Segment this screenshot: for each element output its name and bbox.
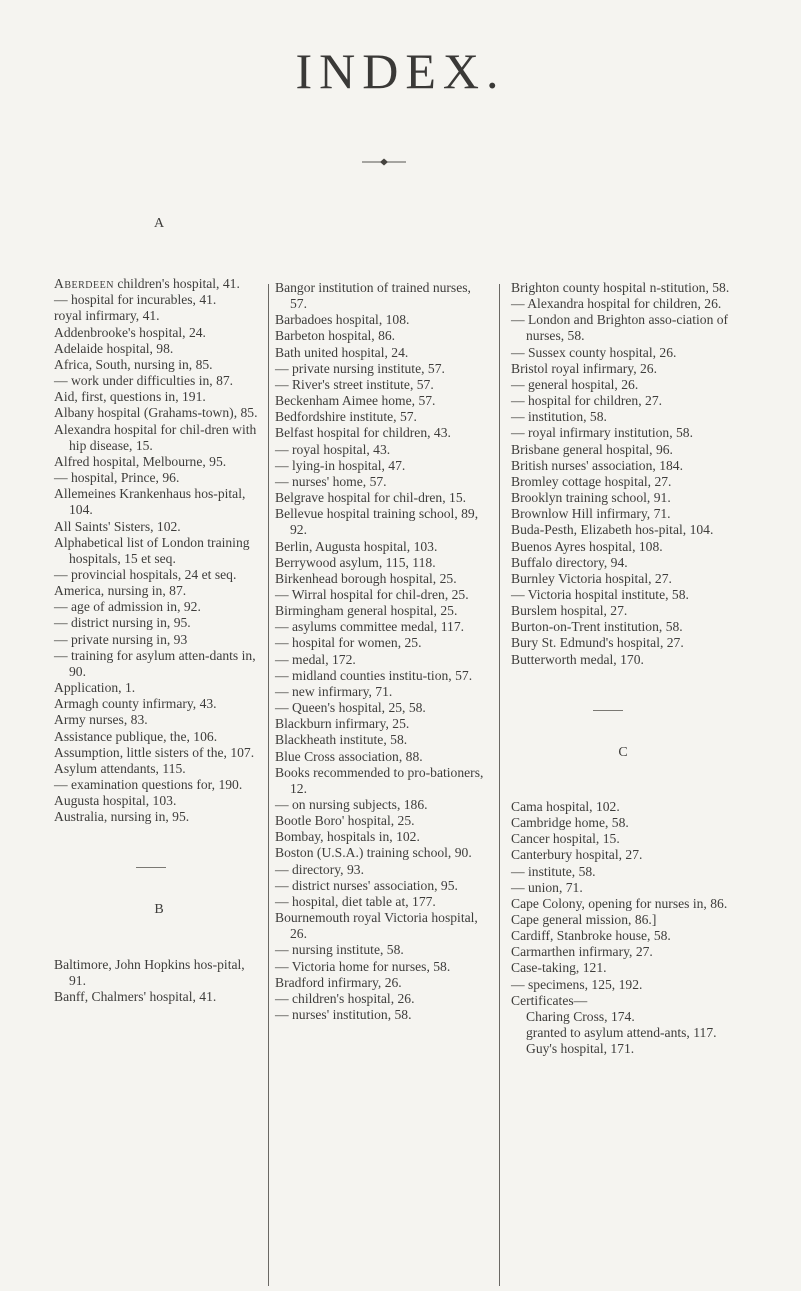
index-entry — [511, 539, 735, 555]
entry-text: — Queen's hospital, 25, 58. — [275, 700, 426, 716]
entry-text: Assumption, little sisters of the, 107. — [54, 744, 255, 760]
index-entry — [275, 571, 488, 587]
entry-text: Augusta hospital, 103. — [54, 793, 177, 809]
entry-text: — private nursing in, 93 — [54, 631, 188, 647]
entry-text: — Victoria hospital institute, 58. — [511, 586, 689, 602]
entry-text: Cancer hospital, 15. — [511, 831, 620, 847]
entry-text: — nurses' institution, 58. — [275, 1007, 412, 1023]
index-entry — [275, 910, 488, 942]
index-entry — [275, 635, 488, 651]
index-entry — [54, 486, 264, 518]
index-entry — [54, 745, 264, 761]
index-entry — [511, 928, 735, 944]
index-entry — [275, 539, 488, 555]
entry-text: Blue Cross association, 88. — [275, 748, 423, 764]
entry-text: Allemeines Krankenhaus hos-pital, 104. — [54, 486, 246, 518]
index-entry — [275, 749, 488, 765]
entry-text: Banff, Chalmers' hospital, 41. — [54, 988, 217, 1004]
entry-text: — nurses' home, 57. — [275, 473, 387, 489]
index-entry — [275, 409, 488, 425]
entry-text: Birkenhead borough hospital, 25. — [275, 570, 457, 586]
index-entry — [511, 442, 735, 458]
entry-text: — medal, 172. — [275, 651, 356, 667]
entry-text: — London and Brighton asso-ciation of nurses, 58. — [511, 312, 729, 344]
entry-text: — provincial hospitals, 24 et seq. — [54, 566, 237, 582]
entry-text: Cape general mission, 86.] — [511, 912, 657, 927]
entry-text: Brisbane general hospital, 96. — [511, 441, 673, 457]
entry-text: Aid, first, questions in, 191. — [54, 389, 206, 405]
index-entry — [54, 389, 264, 405]
index-entry — [511, 490, 735, 506]
index-entry — [275, 894, 488, 910]
index-entry — [275, 312, 488, 328]
entry-text: Guy's hospital, 171. — [526, 1041, 635, 1057]
entry-text: — institute, 58. — [511, 863, 596, 879]
entry-text: Bellevue hospital training school, 89, 92. — [275, 506, 479, 538]
entry-text: — children's hospital, 26. — [275, 990, 415, 1006]
index-entry — [275, 684, 488, 700]
index-entry — [54, 341, 264, 357]
index-entry — [275, 813, 488, 829]
index-entry — [511, 912, 735, 928]
index-entry — [54, 454, 264, 470]
entry-text: Berrywood asylum, 115, 118. — [275, 554, 436, 570]
index-entry — [54, 535, 264, 567]
entry-text: Alfred hospital, Melbourne, 95. — [54, 453, 227, 469]
index-entry — [54, 680, 264, 696]
index-entry — [54, 519, 264, 535]
entry-text: — private nursing institute, 57. — [275, 360, 445, 376]
entry-text: Buda-Pesth, Elizabeth hos-pital, 104. — [511, 522, 714, 538]
entry-text: Application, 1. — [54, 680, 136, 696]
index-entry — [275, 732, 488, 748]
page-title: INDEX. — [295, 43, 506, 99]
entry-text: Alexandra hospital for chil-dren with hip disease, 15. — [54, 421, 257, 453]
index-entry — [511, 587, 735, 603]
entry-text: — lying-in hospital, 47. — [275, 457, 406, 473]
index-entry — [275, 345, 488, 361]
entry-text: — examination questions for, 190. — [54, 777, 243, 792]
entry-text: Blackheath institute, 58. — [275, 732, 408, 748]
index-entry — [275, 377, 488, 393]
entry-text: Alphabetical list of London training hospitals, 15 et seq. — [54, 534, 250, 566]
index-entry — [54, 615, 264, 631]
index-entry — [275, 975, 488, 991]
index-entry — [275, 619, 488, 635]
index-entry — [54, 470, 264, 486]
index-entry — [275, 425, 488, 441]
section-letter: A — [153, 216, 165, 231]
index-entry — [54, 793, 264, 809]
entry-text: Brownlow Hill infirmary, 71. — [511, 506, 671, 522]
entry-text: Australia, nursing in, 95. — [54, 809, 190, 825]
entry-text: Buffalo directory, 94. — [511, 554, 628, 570]
index-entry — [275, 797, 488, 813]
entry-text: Bournemouth royal Victoria hospital, 26. — [275, 910, 478, 942]
entry-text: — royal infirmary institution, 58. — [511, 425, 693, 441]
index-entry — [275, 1007, 488, 1023]
entry-text: — hospital, Prince, 96. — [54, 470, 180, 486]
entry-text: Asylum attendants, 115. — [54, 760, 186, 776]
entry-text: — midland counties institu-tion, 57. — [275, 667, 473, 683]
index-subentry — [511, 1009, 735, 1025]
index-entry — [511, 993, 735, 1009]
entry-text: — royal hospital, 43. — [275, 441, 391, 457]
index-entry — [275, 361, 488, 377]
index-entry — [511, 312, 735, 344]
index-entry — [511, 361, 735, 377]
entry-text: — general hospital, 26. — [511, 376, 639, 392]
index-entry — [511, 409, 735, 425]
index-entry — [54, 696, 264, 712]
index-entry — [275, 700, 488, 716]
index-entry — [275, 393, 488, 409]
section-letter: C — [618, 744, 628, 760]
index-entry — [275, 845, 488, 861]
entry-text: — directory, 93. — [275, 861, 364, 877]
entry-text: — hospital for incurables, 41. — [54, 292, 217, 308]
index-entry — [275, 603, 488, 619]
entry-text: — age of admission in, 92. — [54, 599, 201, 615]
entry-text: — Victoria home for nurses, 58. — [275, 958, 451, 974]
index-entry — [54, 777, 264, 793]
entry-text: Bombay, hospitals in, 102. — [275, 829, 420, 845]
index-entry — [275, 490, 488, 506]
entry-text: Belgrave hospital for chil-dren, 15. — [275, 490, 467, 506]
index-entry — [275, 555, 488, 571]
index-subentry — [511, 1025, 735, 1041]
entry-text: Barbadoes hospital, 108. — [275, 312, 410, 328]
entry-text: Army nurses, 83. — [54, 712, 148, 728]
title-ornament — [362, 157, 406, 167]
index-entry — [511, 864, 735, 880]
index-entry — [54, 325, 264, 341]
index-entry — [54, 989, 264, 1005]
index-entry — [54, 648, 264, 680]
index-entry — [54, 422, 264, 454]
index-entry — [54, 567, 264, 583]
index-subentry — [511, 1041, 735, 1057]
index-entry — [54, 373, 264, 389]
entry-text: — institution, 58. — [511, 409, 607, 425]
entry-text: Bradford infirmary, 26. — [275, 974, 402, 990]
index-entry — [275, 765, 488, 797]
index-entry — [275, 442, 488, 458]
section-divider — [136, 867, 166, 868]
index-entry — [511, 522, 735, 538]
entry-text: Bromley cottage hospital, 27. — [511, 473, 672, 489]
index-entry — [54, 308, 264, 324]
index-entry — [275, 652, 488, 668]
entry-text: Burnley Victoria hospital, 27. — [511, 570, 672, 586]
index-entry — [54, 729, 264, 745]
index-entry — [275, 959, 488, 975]
index-entry — [275, 878, 488, 894]
entry-text: Canterbury hospital, 27. — [511, 847, 643, 863]
index-entry — [54, 957, 264, 989]
index-entry — [511, 603, 735, 619]
entry-text: royal infirmary, 41. — [54, 308, 160, 324]
entry-text: — hospital, diet table at, 177. — [275, 893, 436, 909]
index-entry — [511, 474, 735, 490]
section-letter: B — [154, 902, 164, 918]
index-entry — [54, 276, 264, 292]
index-entry — [54, 599, 264, 615]
entry-text: Cape Colony, opening for nurses in, 86. — [511, 895, 728, 911]
index-entry — [275, 862, 488, 878]
index-entry — [511, 944, 735, 960]
entry-text: — hospital for women, 25. — [275, 635, 422, 651]
index-entry — [275, 991, 488, 1007]
section-divider — [593, 710, 623, 711]
entry-text: Bootle Boro' hospital, 25. — [275, 813, 415, 829]
index-entry — [54, 632, 264, 648]
entry-text: Butterworth medal, 170. — [511, 651, 644, 667]
entry-text: Blackburn infirmary, 25. — [275, 716, 410, 732]
entry-text: Beckenham Aimee home, 57. — [275, 393, 436, 409]
index-entry — [511, 815, 735, 831]
index-entry — [511, 635, 735, 651]
index-entry — [54, 761, 264, 777]
entry-text: British nurses' association, 184. — [511, 457, 683, 473]
index-entry — [275, 942, 488, 958]
entry-text: granted to asylum attend-ants, 117. — [526, 1025, 717, 1041]
entry-text: Albany hospital (Grahams-town), 85. — [54, 405, 258, 421]
entry-text: Burslem hospital, 27. — [511, 603, 628, 619]
index-entry — [54, 405, 264, 421]
index-entry — [275, 716, 488, 732]
index-entry — [511, 296, 735, 312]
entry-text: Baltimore, John Hopkins hos-pital, 91. — [54, 956, 245, 988]
entry-text: Bury St. Edmund's hospital, 27. — [511, 635, 684, 651]
index-entry — [511, 280, 735, 296]
entry-text: Certificates— — [511, 992, 588, 1008]
entry-text: Cardiff, Stanbroke house, 58. — [511, 928, 671, 944]
entry-text: — Alexandra hospital for children, 26. — [511, 296, 722, 312]
entry-text: Berlin, Augusta hospital, 103. — [275, 538, 438, 554]
entry-text: — district nursing in, 95. — [54, 615, 191, 631]
entry-text: — new infirmary, 71. — [275, 683, 393, 699]
entry-text: Addenbrooke's hospital, 24. — [54, 324, 206, 340]
entry-text: Bedfordshire institute, 57. — [275, 409, 417, 425]
entry-text: — asylums committee medal, 117. — [275, 619, 465, 635]
entry-text: children's hospital, 41. — [113, 276, 240, 292]
entry-text: Bristol royal infirmary, 26. — [511, 360, 657, 376]
index-entry — [511, 977, 735, 993]
index-column-1 — [54, 216, 264, 1005]
entry-text: Books recommended to pro-bationers, 12. — [275, 764, 484, 796]
entry-lead-word: Aberdeen — [54, 276, 114, 292]
entry-text: Burton-on-Trent institution, 58. — [511, 619, 683, 635]
index-entry — [511, 393, 735, 409]
index-entry — [54, 292, 264, 308]
index-entry — [511, 652, 735, 668]
index-entry — [511, 831, 735, 847]
index-entry — [275, 458, 488, 474]
entry-text: Brighton county hospital n-stitution, 58. — [511, 280, 730, 295]
index-entry — [54, 583, 264, 599]
index-entry — [511, 619, 735, 635]
entry-text: Case-taking, 121. — [511, 960, 607, 976]
entry-text: — on nursing subjects, 186. — [275, 797, 428, 812]
index-entry — [54, 357, 264, 373]
entry-text: Assistance publique, the, 106. — [54, 728, 218, 744]
column-rule — [268, 284, 269, 1286]
entry-text: Buenos Ayres hospital, 108. — [511, 538, 663, 554]
index-entry — [511, 458, 735, 474]
index-entry — [54, 712, 264, 728]
entry-text: Bangor institution of trained nurses, 57. — [275, 280, 471, 312]
entry-text: Barbeton hospital, 86. — [275, 328, 396, 344]
index-entry — [275, 668, 488, 684]
index-entry — [511, 847, 735, 863]
entry-text: Belfast hospital for children, 43. — [275, 425, 451, 441]
index-entry — [511, 571, 735, 587]
column-rule — [499, 284, 500, 1286]
index-entry — [511, 506, 735, 522]
entry-text: — nursing institute, 58. — [275, 942, 404, 958]
index-entry — [511, 377, 735, 393]
index-entry — [511, 555, 735, 571]
entry-text: — specimens, 125, 192. — [511, 976, 643, 992]
entry-text: Cama hospital, 102. — [511, 798, 620, 814]
entry-text: — Wirral hospital for chil-dren, 25. — [275, 586, 469, 602]
entry-text: Brooklyn training school, 91. — [511, 490, 671, 506]
entry-text: — Sussex county hospital, 26. — [511, 344, 677, 360]
entry-text: — union, 71. — [511, 879, 583, 895]
entry-text: — work under difficulties in, 87. — [54, 373, 234, 389]
index-entry — [511, 799, 735, 815]
entry-text: Adelaide hospital, 98. — [54, 340, 174, 356]
index-entry — [511, 345, 735, 361]
entry-text: — River's street institute, 57. — [275, 376, 434, 392]
index-entry — [511, 960, 735, 976]
index-entry — [275, 280, 488, 312]
index-column-3 — [511, 280, 735, 1057]
entry-text: Charing Cross, 174. — [526, 1008, 635, 1024]
entry-text: — district nurses' association, 95. — [275, 877, 458, 893]
entry-text: Bath united hospital, 24. — [275, 344, 409, 360]
index-entry — [275, 328, 488, 344]
index-entry — [511, 896, 735, 912]
entry-text: Carmarthen infirmary, 27. — [511, 944, 653, 960]
index-entry — [511, 880, 735, 896]
entry-text: — hospital for children, 27. — [511, 393, 663, 409]
entry-text: — training for asylum atten-dants in, 90. — [54, 647, 256, 679]
entry-text: America, nursing in, 87. — [54, 583, 187, 599]
index-entry — [275, 474, 488, 490]
entry-text: Birmingham general hospital, 25. — [275, 603, 458, 619]
entry-text: Boston (U.S.A.) training school, 90. — [275, 845, 472, 861]
index-entry — [275, 587, 488, 603]
entry-text: Africa, South, nursing in, 85. — [54, 356, 213, 372]
index-column-2 — [275, 280, 488, 1023]
entry-text: All Saints' Sisters, 102. — [54, 518, 181, 534]
index-entry — [511, 425, 735, 441]
index-entry — [275, 506, 488, 538]
entry-text: Armagh county infirmary, 43. — [54, 696, 217, 712]
index-entry — [275, 829, 488, 845]
index-entry — [54, 809, 264, 825]
entry-text: Cambridge home, 58. — [511, 815, 629, 831]
